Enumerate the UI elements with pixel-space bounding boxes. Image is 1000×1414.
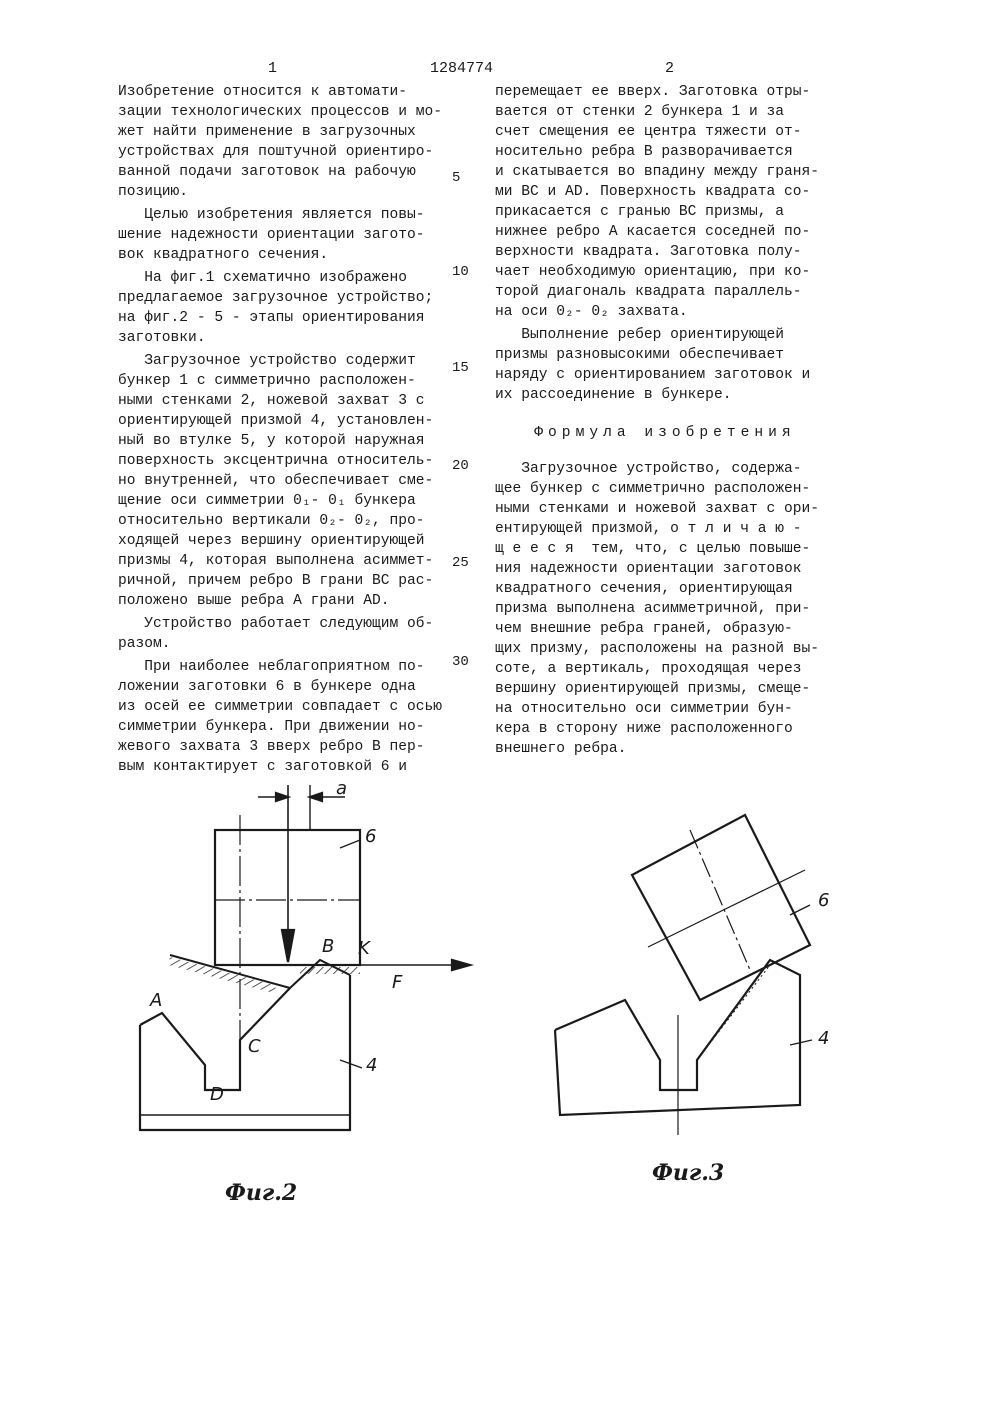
column-number-right: 2 (665, 60, 675, 77)
formula-heading: Формула изобретения (534, 425, 796, 441)
line-number: 10 (452, 264, 469, 280)
fig2-label-a-edge: A (150, 990, 163, 1011)
text-line: жевого захвата 3 вверх ребро В пер- (118, 739, 425, 755)
text-line: вается от стенки 2 бункера 1 и за (495, 104, 785, 120)
text-line: призмы 4, которая выполнена асиммет- (118, 553, 434, 569)
text-line: кера в сторону ниже расположенного (495, 721, 793, 737)
text-line: устройствах для поштучной ориентиро- (118, 144, 434, 160)
text-line: заготовки. (118, 330, 206, 346)
text-line: ориентирующей призмой 4, установлен- (118, 413, 434, 429)
line-number: 25 (452, 555, 469, 571)
text-line: Выполнение ребер ориентирующей (495, 327, 785, 343)
text-line: бункер 1 с симметрично расположен- (118, 373, 416, 389)
text-line: носительно ребра В разворачивается (495, 144, 793, 160)
text-line: ными стенками 2, ножевой захват 3 с (118, 393, 425, 409)
text-line: ходящей через вершину ориентирующей (118, 533, 425, 549)
fig2-label-a: a (336, 778, 348, 799)
text-line: положено выше ребра А грани AD. (118, 593, 390, 609)
text-line: призма выполнена асимметричной, при- (495, 601, 811, 617)
column-number-left: 1 (268, 60, 278, 77)
text-line: Целью изобретения является повы- (118, 207, 425, 223)
text-line: на относительно оси симметрии бун- (495, 701, 793, 717)
line-number: 5 (452, 170, 461, 186)
text-line: На фиг.1 схематично изображено (118, 270, 408, 286)
text-line: разом. (118, 636, 171, 652)
fig3-caption: Фиг.3 (652, 1160, 725, 1186)
text-line: соте, а вертикаль, проходящая через (495, 661, 802, 677)
line-number: 30 (452, 654, 469, 670)
text-line: вершину ориентирующей призмы, смеще- (495, 681, 811, 697)
text-line: ентирующей призмой, о т л и ч а ю - (495, 521, 802, 537)
text-line: зации технологических процессов и мо- (118, 104, 443, 120)
text-line: вым контактирует с заготовкой 6 и (118, 759, 408, 775)
fig2-label-4: 4 (366, 1055, 378, 1076)
text-line: предлагаемое загрузочное устройство; (118, 290, 434, 306)
text-line: квадратного сечения, ориентирующая (495, 581, 793, 597)
fig2-label-c: C (248, 1036, 261, 1057)
text-line: щих призму, расположены на разной вы- (495, 641, 820, 657)
text-line: позицию. (118, 184, 189, 200)
text-line: ными стенками и ножевой захват с ори- (495, 501, 820, 517)
text-line: При наиболее неблагоприятном по- (118, 659, 425, 675)
text-line: шение надежности ориентации загото- (118, 227, 425, 243)
figure-2 (140, 785, 470, 1130)
text-line: призмы разновысокими обеспечивает (495, 347, 785, 363)
text-line: чем внешние ребра граней, образую- (495, 621, 793, 637)
text-line: ложении заготовки 6 в бункере одна (118, 679, 416, 695)
fig2-label-f: F (392, 972, 403, 993)
fig2-label-d: D (210, 1084, 224, 1105)
text-line: вок квадратного сечения. (118, 247, 329, 263)
text-line: счет смещения ее центра тяжести от- (495, 124, 802, 140)
text-line: и скатывается во впадину между граня- (495, 164, 820, 180)
fig3-label-6: 6 (818, 890, 830, 911)
text-line: щее бункер с симметрично расположен- (495, 481, 811, 497)
text-line: поверхность эксцентрична относитель- (118, 453, 434, 469)
fig2-label-6: 6 (365, 826, 377, 847)
text-line: щ е е с я тем, что, с целью повыше- (495, 541, 811, 557)
line-number: 20 (452, 458, 469, 474)
text-line: ванной подачи заготовок на рабочую (118, 164, 416, 180)
text-line: щение оси симметрии 0₁- 0₁ бункера (118, 493, 416, 509)
text-line: ми ВС и AD. Поверхность квадрата со- (495, 184, 811, 200)
text-line: верхности квадрата. Заготовка полу- (495, 244, 802, 260)
fig2-label-b: B (322, 936, 335, 957)
line-number: 15 (452, 360, 469, 376)
text-line: их рассоединение в бункере. (495, 387, 732, 403)
fig2-label-k: K (358, 938, 370, 959)
text-line: из осей ее симметрии совпадает с осью (118, 699, 443, 715)
text-line: торой диагональ квадрата параллель- (495, 284, 802, 300)
text-line: Загрузочное устройство содержит (118, 353, 416, 369)
text-line: чает необходимую ориентацию, при ко- (495, 264, 811, 280)
fig2-caption: Фиг.2 (225, 1180, 298, 1206)
figure-3 (555, 815, 812, 1135)
text-line: прикасается с гранью ВС призмы, а (495, 204, 785, 220)
text-line: ричной, причем ребро В грани ВС рас- (118, 573, 434, 589)
text-line: внешнего ребра. (495, 741, 627, 757)
text-line: наряду с ориентированием заготовок и (495, 367, 811, 383)
text-line: на фиг.2 - 5 - этапы ориентирования (118, 310, 425, 326)
text-line: перемещает ее вверх. Заготовка отры- (495, 84, 811, 100)
fig3-label-4: 4 (818, 1028, 830, 1049)
text-line: но внутренней, что обеспечивает сме- (118, 473, 434, 489)
text-line: жет найти применение в загрузочных (118, 124, 416, 140)
patent-number: 1284774 (430, 60, 494, 77)
workpiece-square-rotated (632, 815, 810, 1000)
text-line: Загрузочное устройство, содержа- (495, 461, 802, 477)
text-line: на оси 0₂- 0₂ захвата. (495, 304, 688, 320)
text-line: Устройство работает следующим об- (118, 616, 434, 632)
text-line: нижнее ребро А касается соседней по- (495, 224, 811, 240)
text-line: симметрии бункера. При движении но- (118, 719, 425, 735)
text-line: относительно вертикали 0₂- 0₂, про- (118, 513, 425, 529)
text-line: ный во втулке 5, у которой наружная (118, 433, 425, 449)
text-line: Изобретение относится к автомати- (118, 84, 408, 100)
text-line: ния надежности ориентации заготовок (495, 561, 802, 577)
